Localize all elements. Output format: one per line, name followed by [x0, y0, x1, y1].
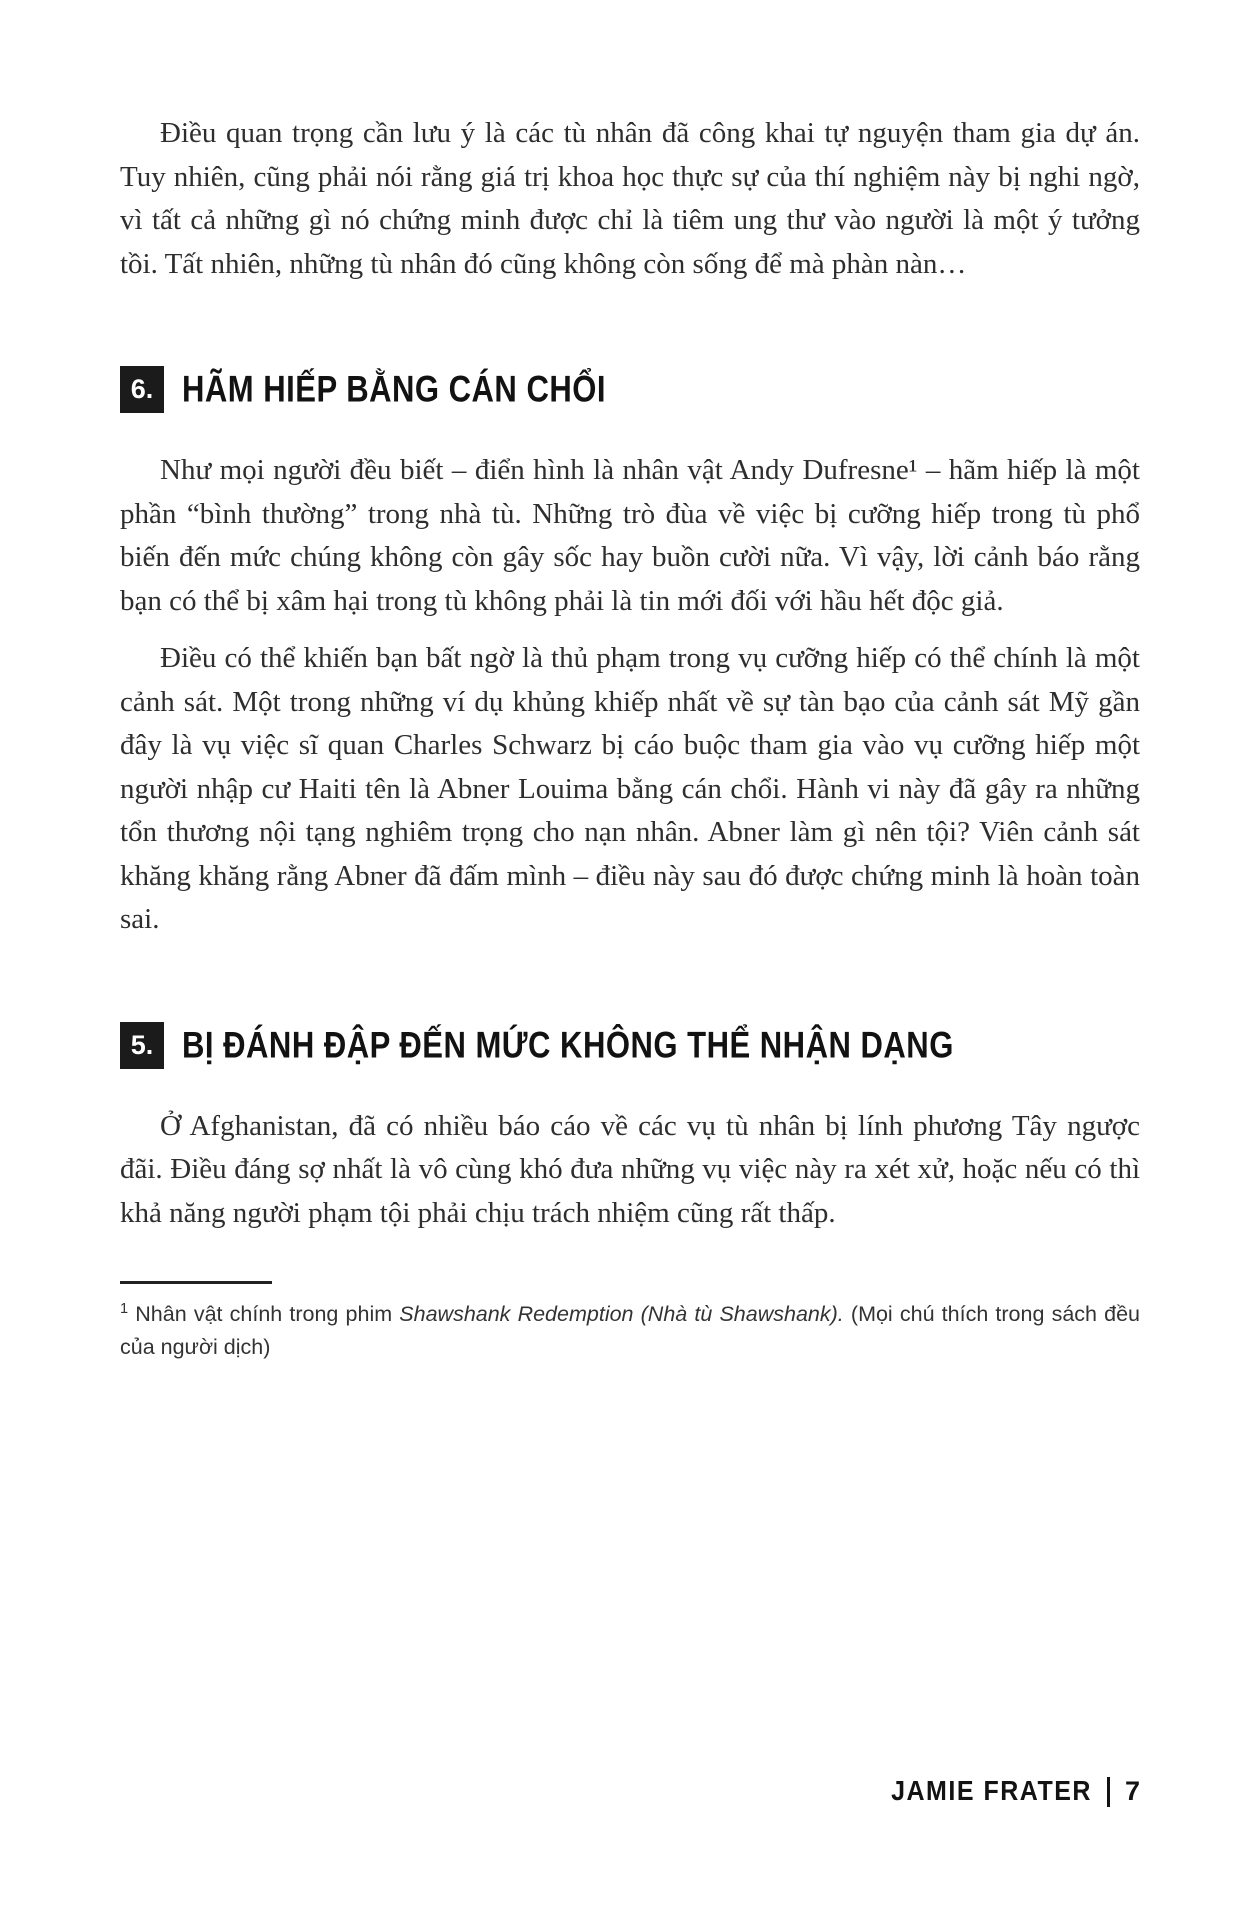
footnote-italic-title: Shawshank Redemption (Nhà tù Shawshank). [399, 1302, 844, 1326]
section-6-paragraph-2: Điều có thể khiến bạn bất ngờ là thủ phạm trong vụ cưỡng hiếp có thể chính là một cảnh sát. Một trong những ví dụ khủng khiếp nhất về sự tàn bạo của cảnh sát Mỹ gần đây là vụ việc sĩ quan Charles Schwarz bị cáo buộc tham gia vào vụ cưỡng hiếp một người nhập cư Haiti tên là Abner Louima bằng cán chổi. Hành vi này đã gây ra những tổn thương nội tạng nghiêm trọng cho nạn nhân. Abner làm gì nên tội? Viên cảnh sát khăng khăng rằng Abner đã đấm mình – điều này sau đó được chứng minh là hoàn toàn sai. [120, 642, 1140, 935]
section-number-badge: 5. [120, 1022, 164, 1069]
footnote-text-after: (Mọi chú thích trong sách đều của người dịch) [120, 1302, 1140, 1360]
section-title: HÃM HIẾP BẰNG CÁN CHỔI [182, 368, 606, 410]
footnote-separator-rule [120, 1281, 272, 1284]
section-heading-6 [120, 366, 1140, 413]
footer-page-number: 7 [1124, 1776, 1140, 1806]
section-number-badge: 6. [120, 366, 164, 413]
section-heading-5 [120, 1022, 1140, 1069]
footnote [120, 1281, 1140, 1365]
section-5-paragraph-1: Ở Afghanistan, đã có nhiều báo cáo về các vụ tù nhân bị lính phương Tây ngược đãi. Điều đáng sợ nhất là vô cùng khó đưa những vụ việc này ra xét xử, hoặc nếu có thì khả năng người phạm tội phải chịu trách nhiệm cũng rất thấp. [120, 1109, 1140, 1229]
footer-author-name: JAMIE FRATER [891, 1775, 1092, 1807]
footnote-text-before: Nhân vật chính trong phim [128, 1302, 400, 1326]
footnote-marker: 1 [120, 1300, 129, 1317]
section-6-paragraph-1: Như mọi người đều biết – điển hình là nhân vật Andy Dufresne¹ – hãm hiếp là một phần “bình thường” trong nhà tù. Những trò đùa về việc bị cưỡng hiếp trong tù phổ biến đến mức chúng không còn gây sốc hay buồn cười nữa. Vì vậy, lời cảnh báo rằng bạn có thể bị xâm hại trong tù không phải là tin mới đối với hầu hết độc giả. [120, 454, 1140, 617]
intro-paragraph: Điều quan trọng cần lưu ý là các tù nhân đã công khai tự nguyện tham gia dự án. Tuy nhiên, cũng phải nói rằng giá trị khoa học thực sự của thí nghiệm này bị nghi ngờ, vì tất cả những gì nó chứng minh được chỉ là tiêm ung thư vào người là một ý tưởng tồi. Tất nhiên, những tù nhân đó cũng không còn sống để mà phàn nàn… [120, 117, 1140, 280]
page-footer [891, 1776, 1140, 1807]
section-title: BỊ ĐÁNH ĐẬP ĐẾN MỨC KHÔNG THỂ NHẬN DẠNG [182, 1023, 954, 1066]
footnote-text [120, 1298, 1140, 1365]
footer-divider [1107, 1777, 1110, 1807]
